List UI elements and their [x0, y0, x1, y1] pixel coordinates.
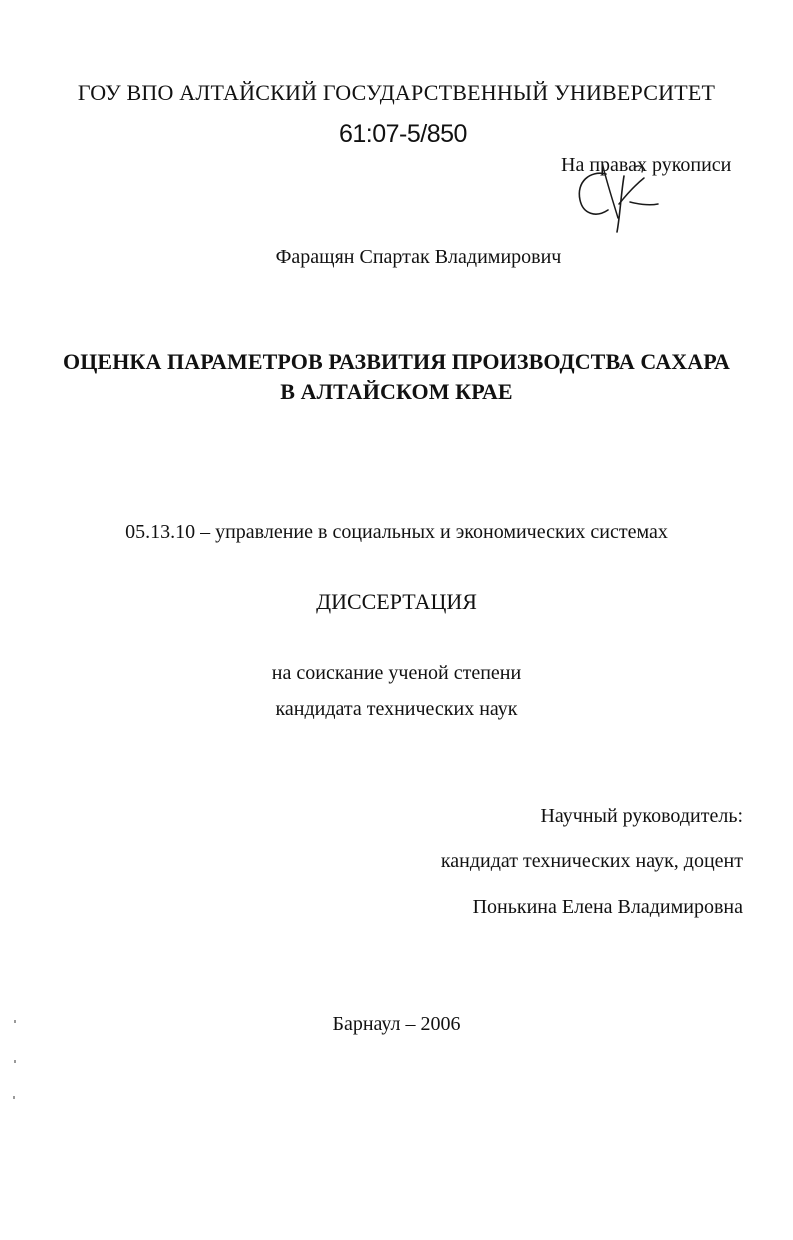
dissertation-title-line-1: ОЦЕНКА ПАРАМЕТРОВ РАЗВИТИЯ ПРОИЗВОДСТВА САХАРА — [63, 349, 730, 374]
manuscript-rights-note: На правах рукописи — [561, 154, 732, 176]
author-name: Фаращян Спартак Владимирович — [275, 246, 562, 268]
catalog-code-stamp: 61:07-5/850 — [339, 120, 467, 148]
specialty-code: 05.13.10 – управление в социальных и экономических системах — [125, 521, 668, 543]
dissertation-title-line-2: В АЛТАЙСКОМ КРАЕ — [280, 379, 513, 404]
supervisor-label: Научный руководитель: — [540, 805, 743, 827]
scan-speck — [13, 1096, 15, 1099]
supervisor-name: Понькина Елена Владимировна — [472, 896, 743, 918]
document-type: ДИССЕРТАЦИЯ — [316, 589, 477, 614]
supervisor-rank: кандидат технических наук, доцент — [440, 850, 743, 872]
handwritten-signature — [572, 160, 672, 240]
scan-speck — [14, 1020, 16, 1023]
city-year: Барнаул – 2006 — [332, 1013, 461, 1035]
institution-name: ГОУ ВПО АЛТАЙСКИЙ ГОСУДАРСТВЕННЫЙ УНИВЕРСИТЕТ — [77, 80, 716, 105]
scan-speck — [14, 1060, 16, 1063]
degree-line-1: на соискание ученой степени — [271, 662, 522, 684]
degree-line-2: кандидата технических наук — [275, 698, 518, 720]
